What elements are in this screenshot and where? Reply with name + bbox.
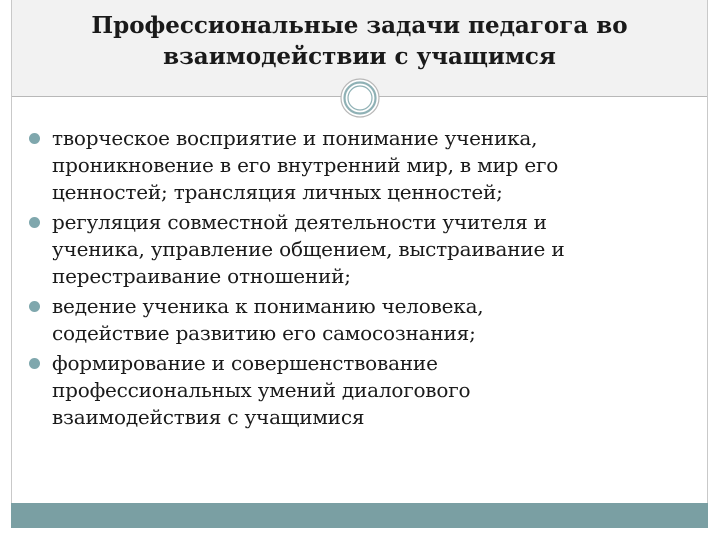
title-line-2: взаимодействии с учащимся — [163, 43, 556, 70]
bullet-line: проникновение в его внутренний мир, в мир его — [52, 153, 559, 177]
bullet-dot-icon — [29, 301, 40, 312]
bullet-line: формирование и совершенствование — [52, 351, 438, 375]
bullet-item — [22, 350, 702, 431]
bullet-line: регуляция совместной деятельности учителя и — [52, 210, 547, 234]
bullet-item — [22, 125, 702, 206]
bullet-line: ведение ученика к пониманию человека, — [52, 294, 484, 318]
bullet-item — [22, 293, 702, 347]
bullet-line: профессиональных умений диалогового — [52, 378, 471, 402]
slide-title — [12, 10, 707, 72]
bullet-line: ценностей; трансляция личных ценностей; — [52, 180, 503, 204]
circle-ring-ornament-icon — [340, 78, 380, 118]
bullet-list — [22, 125, 702, 434]
bullet-item — [22, 209, 702, 290]
footer-bar — [11, 503, 708, 528]
title-line-1: Профессиональные задачи педагога во — [91, 12, 628, 39]
bullet-dot-icon — [29, 358, 40, 369]
bullet-dot-icon — [29, 133, 40, 144]
bullet-dot-icon — [29, 217, 40, 228]
bullet-line: перестраивание отношений; — [52, 264, 351, 288]
bullet-line: творческое восприятие и понимание ученика, — [52, 126, 538, 150]
bullet-line: взаимодействия с учащимися — [52, 405, 365, 429]
bullet-line: ученика, управление общением, выстраивание и — [52, 237, 565, 261]
bullet-line: содействие развитию его самосознания; — [52, 321, 476, 345]
